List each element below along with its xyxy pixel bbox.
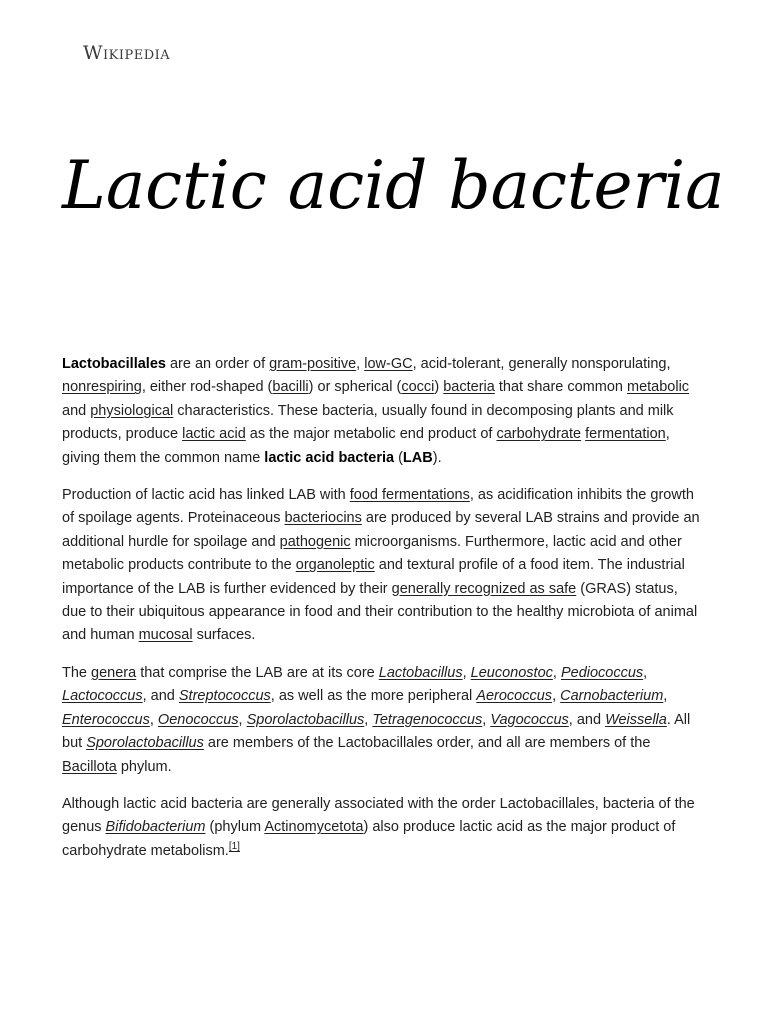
article-body [62,353,702,877]
genus-name: Leuconostoc [470,664,553,681]
page-title: Lactic acid bacteria [62,147,725,224]
genus-name: Oenococcus [157,711,239,728]
text: that comprise the LAB are at its core [136,664,379,681]
genus-name: Aerococcus [476,688,553,705]
link-reference-1[interactable]: [1] [228,840,240,852]
text: , [643,664,648,681]
text: , [552,664,561,681]
link-carnobacterium[interactable] [560,688,663,704]
link-lactobacillus[interactable] [379,665,463,681]
genus-name: Lactococcus [62,688,143,705]
genus-name: Lactobacillus [378,664,463,681]
link-fermentation[interactable]: fermentation [585,426,666,443]
link-genera[interactable]: genera [91,664,137,681]
bold-term: lactic acid bacteria [264,449,395,466]
text: , [364,711,373,728]
text: microorganisms. Furthermore, lactic acid and other metabolic products contribute to the [62,533,682,574]
genus-name: Weissella [605,711,667,728]
text: ). [432,449,442,466]
link-leuconostoc[interactable] [471,665,553,681]
text: Although lactic acid bacteria are generally associated with the order Lactobacillales, bacteria of the genus [62,795,695,836]
link-gram-positive[interactable]: gram-positive [269,356,357,372]
text: , either rod-shaped ( [141,379,273,396]
text: , and [568,711,606,728]
link-sporolactobacillus-2[interactable] [86,735,204,751]
text: The [62,664,92,681]
text: are members of the Lactobacillales order, and all are members of the [203,735,651,752]
link-metabolic[interactable]: metabolic [627,379,690,396]
link-organoleptic[interactable]: organoleptic [295,557,375,574]
link-aerococcus[interactable] [476,688,552,704]
link-carbohydrate[interactable]: carbohydrate [496,426,582,443]
link-bacteria[interactable]: bacteria [443,379,495,396]
text: ) [434,379,444,396]
genus-name: Tetragenococcus [372,711,483,728]
text: , as acidification inhibits the growth of spoilage agents. Proteinaceous [62,487,694,527]
link-physiological[interactable]: physiological [90,402,174,419]
link-weissella[interactable] [605,712,667,728]
text: that share common [494,379,627,396]
text: Production of lactic acid has linked LAB with [62,487,350,504]
genus-name: Sporolactobacillus [246,711,365,728]
link-food-fermentations[interactable]: food fermentations [349,487,470,504]
text: ) also produce lactic acid as the major product of carbohydrate metabolism. [62,819,676,859]
text: are produced by several LAB strains and provide an additional hurdle for spoilage and [62,510,700,550]
text: and [62,402,91,419]
link-actinomycetota[interactable]: Actinomycetota [264,819,364,836]
wikipedia-logo[interactable]: Wikipedia [83,42,171,64]
paragraph-intro [62,353,702,470]
text: are an order of [165,356,270,372]
genus-name: Streptococcus [178,688,271,705]
link-pathogenic[interactable]: pathogenic [279,533,351,550]
text: characteristics. These bacteria, usually found in decomposing plants and milk products, produce [62,402,674,443]
text: . All but [62,711,691,752]
text: , [482,711,491,728]
text: ( [394,449,403,466]
paragraph-bifidobacterium [62,793,702,863]
paragraph-food-fermentation [62,484,702,648]
link-enterococcus[interactable] [62,712,150,728]
link-lactococcus[interactable] [62,688,143,704]
text: as the major metabolic end product of [245,426,497,443]
text: (phylum [205,819,265,836]
text: , [356,356,365,372]
link-sporolactobacillus[interactable] [247,712,365,728]
text: (GRAS) status, due to their ubiquitous appearance in food and their contribution to the healthy microbiota of animal and human [62,580,698,644]
text: , [663,688,668,705]
link-bifidobacterium[interactable] [106,819,206,835]
genus-name: Enterococcus [62,711,150,728]
text: and textural profile of a food item. The industrial importance of the LAB is further evidenced by their [62,557,685,597]
link-oenococcus[interactable] [158,712,239,728]
genus-name: Carnobacterium [560,688,664,705]
text: , as well as the more peripheral [270,688,477,705]
link-bacillota[interactable]: Bacillota [62,758,117,775]
link-pediococcus[interactable] [561,665,643,681]
text: , giving them the common name [62,426,670,466]
genus-name: Pediococcus [560,664,644,681]
link-gras[interactable]: generally recognized as safe [391,580,577,597]
link-bacteriocins[interactable]: bacteriocins [284,510,362,527]
link-vagococcus[interactable] [490,712,568,728]
text: , acid-tolerant, generally nonsporulating, [412,356,671,372]
genus-name: Vagococcus [490,711,569,728]
reference-marker [229,841,240,852]
link-cocci[interactable]: cocci [401,379,435,396]
link-low-gc[interactable]: low-GC [364,356,413,372]
text: surfaces. [192,627,256,644]
text: , and [142,688,179,705]
genus-name: Sporolactobacillus [86,735,204,752]
text: , [149,711,158,728]
bold-term: LAB [402,449,433,466]
genus-name: Bifidobacterium [105,819,206,836]
link-bacilli[interactable]: bacilli [272,379,309,396]
text: , [238,711,247,728]
link-lactic-acid[interactable]: lactic acid [182,426,246,443]
link-mucosal[interactable]: mucosal [138,627,193,644]
text: , [552,688,561,705]
link-tetragenococcus[interactable] [372,712,482,728]
text: ) or spherical ( [308,379,402,396]
link-nonrespiring[interactable]: nonrespiring [62,379,142,396]
link-streptococcus[interactable] [179,688,271,704]
text: , [462,664,471,681]
bold-term: Lactobacillales [62,356,166,372]
text: phylum. [116,758,172,775]
paragraph-genera [62,662,702,779]
